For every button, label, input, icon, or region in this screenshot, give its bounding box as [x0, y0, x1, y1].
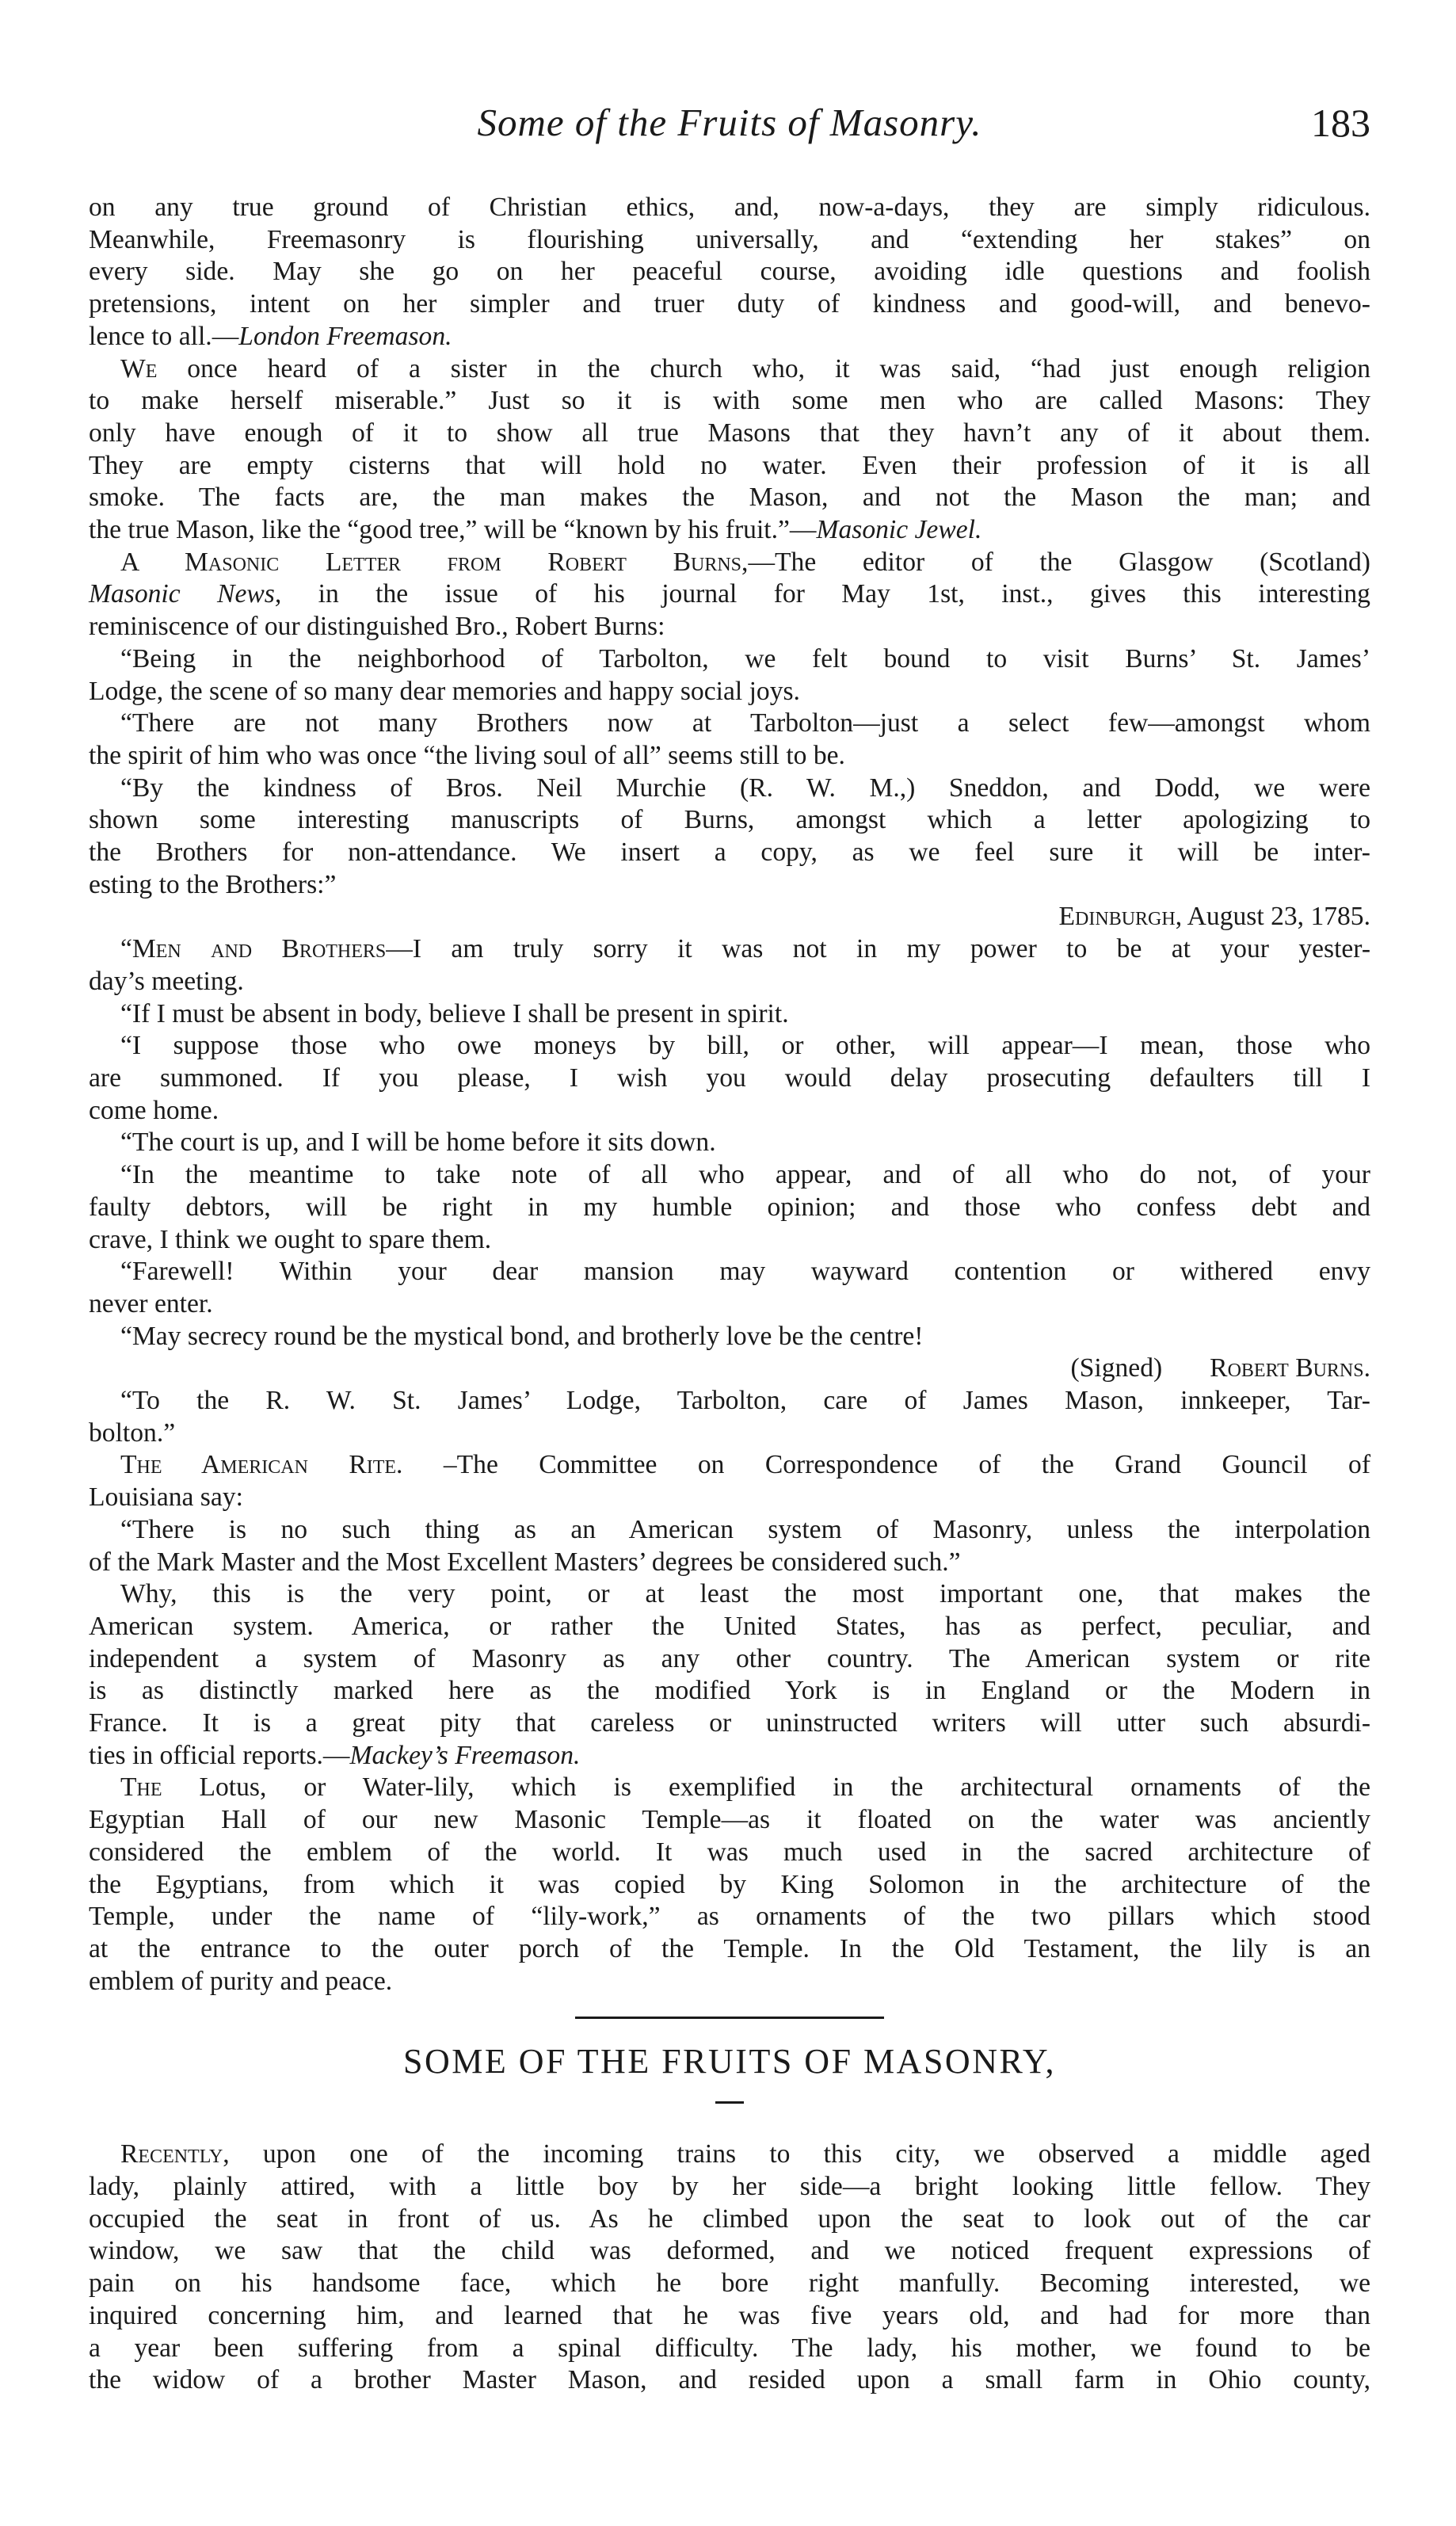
text-line: faulty debtors, will be right in my humble opinion; and those who confess debt and — [89, 1192, 1370, 1222]
journal-title: Masonic News, — [89, 579, 282, 609]
text-line: only have enough of it to show all true Masons that they havn’t any of it about them. — [89, 418, 1370, 448]
source-citation: London Freemason. — [238, 321, 452, 351]
text-fragment: lence to all.— — [89, 321, 239, 351]
text-line: shown some interesting manuscripts of Burns, amongst which a letter apologizing to — [89, 805, 1370, 835]
paragraph-sister-in-church — [89, 353, 1370, 547]
running-head: Some of the Fruits of Masonry. — [477, 101, 982, 144]
lead-word: The — [120, 1772, 162, 1803]
text-line: “I suppose those who owe moneys by bill, or other, will appear—I mean, those who — [120, 1031, 1370, 1061]
text-line: crave, I think we ought to spare them. — [89, 1224, 492, 1254]
text-line: reminiscence of our distinguished Bro., Robert Burns: — [89, 612, 665, 642]
text-line: Lodge, the scene of so many dear memories and happy social joys. — [89, 676, 800, 706]
dateline-place: Edinburgh, — [1058, 902, 1183, 932]
paragraph-burns-intro — [89, 547, 1370, 643]
text-line: “Farewell! Within your dear mansion may wayward contention or withered envy — [120, 1257, 1370, 1287]
text-line: bolton.” — [89, 1418, 176, 1448]
letter-salutation — [89, 933, 1370, 998]
text-fragment: —The editor of the Glasgow (Scotland) — [748, 547, 1370, 577]
text-line: the spirit of him who was once “the living soul of all” seems still to be. — [89, 740, 845, 770]
text-fragment: —I am truly sorry it was not in my power to be at your yester- — [386, 934, 1370, 964]
paragraph-tarbolton-brothers — [89, 708, 1370, 772]
text-line: of the Mark Master and the Most Excellent Masters’ degrees be considered such.” — [89, 1547, 961, 1577]
section-lead: The American Rite. — [120, 1450, 403, 1480]
paragraph-tarbolton-visit — [89, 643, 1370, 708]
text-line — [89, 353, 1370, 386]
paragraph-american-system — [89, 1578, 1370, 1772]
text-line: “By the kindness of Bros. Neil Murchie (R. W. M.,) Sneddon, and Dodd, we were — [120, 773, 1370, 803]
text-line: pain on his handsome face, which he bore right manfully. Becoming interested, we — [89, 2268, 1370, 2299]
letter-line — [89, 998, 1370, 1031]
text-line: “There are not many Brothers now at Tarbolton—just a select few—amongst whom — [120, 708, 1370, 738]
text-line: independent a system of Masonry as any other country. The American system or rite — [89, 1643, 1370, 1673]
text-line: “May secrecy round be the mystical bond, and brotherly love be the centre! — [120, 1321, 924, 1351]
text-line: Egyptian Hall of our new Masonic Temple—as it floated on the water was anciently — [89, 1805, 1370, 1835]
title-rule — [715, 2101, 744, 2104]
section-lead: A Masonic Letter from Robert Burns, — [120, 547, 749, 577]
body-text — [89, 192, 1370, 2397]
text-line: are summoned. If you please, I wish you would delay prosecuting defaulters till I — [89, 1063, 1370, 1093]
text-line: at the entrance to the outer porch of the Temple. In the Old Testament, the lily is an — [89, 1933, 1370, 1963]
text-line: the Brothers for non-attendance. We insert a copy, as we feel sure it will be inter- — [89, 838, 1370, 868]
book-page — [89, 95, 1370, 2397]
source-citation: Mackey’s Freemason. — [349, 1740, 581, 1770]
text-fragment: Lotus, or Water-lily, which is exemplified in the architectural ornaments of the — [162, 1772, 1370, 1803]
text-line: esting to the Brothers:” — [89, 869, 337, 899]
text-line: occupied the seat in front of us. As he climbed upon the seat to look out of the car — [89, 2204, 1370, 2234]
text-line: “There is no such thing as an American system of Masonry, unless the interpolation — [120, 1514, 1370, 1544]
text-line: emblem of purity and peace. — [89, 1966, 393, 1996]
text-line — [89, 578, 1370, 611]
paragraph-freemasonry-continuation — [89, 192, 1370, 353]
text-line: considered the emblem of the world. It was much used in the sacred architecture of — [89, 1837, 1370, 1867]
text-line — [89, 933, 1370, 966]
signatory: Robert Burns. — [1210, 1353, 1370, 1383]
salutation: “Men and Brothers — [120, 934, 387, 964]
text-line: never enter. — [89, 1288, 213, 1318]
letter-line — [89, 1030, 1370, 1127]
text-line: pretensions, intent on her simpler and truer duty of kindness and good-will, and benevo- — [89, 289, 1370, 319]
text-line: inquired concerning him, and learned that he was five years old, and had for more than — [89, 2300, 1370, 2330]
paragraph-recently — [89, 2139, 1370, 2397]
text-fragment: the true Mason, like the “good tree,” will be “known by his fruit.”— — [89, 515, 817, 545]
text-line — [89, 1772, 1370, 1804]
text-line: is as distinctly marked here as the modified York is in England or the Modern in — [89, 1676, 1370, 1706]
text-line: on any true ground of Christian ethics, and, now-a-days, they are simply ridiculous. — [89, 193, 1370, 222]
text-fragment: ties in official reports.— — [89, 1740, 350, 1770]
paragraph-lotus — [89, 1772, 1370, 1998]
letter-line — [89, 1159, 1370, 1256]
letter-line — [89, 1127, 1370, 1159]
text-line: to make herself miserable.” Just so it is with some men who are called Masons: They — [89, 386, 1370, 416]
source-citation: Masonic Jewel. — [816, 515, 982, 545]
text-line: “Being in the neighborhood of Tarbolton, we felt bound to visit Burns’ St. James’ — [120, 643, 1370, 673]
text-line: come home. — [89, 1095, 219, 1125]
text-line: France. It is a great pity that careless or uninstructed writers will utter such absurdi- — [89, 1708, 1370, 1738]
text-fragment: once heard of a sister in the church who, it was said, “had just enough religion — [157, 353, 1370, 383]
text-line: every side. May she go on her peaceful course, avoiding idle questions and foolish — [89, 257, 1370, 287]
text-line: day’s meeting. — [89, 966, 244, 996]
text-line: American system. America, or rather the United States, has as perfect, peculiar, and — [89, 1611, 1370, 1641]
text-line: They are empty cisterns that will hold no water. Even their profession of it is all — [89, 450, 1370, 480]
text-line — [89, 1740, 1370, 1772]
text-fragment: upon one of the incoming trains to this city, we observed a middle aged — [229, 2139, 1370, 2169]
dateline-date: August 23, 1785. — [1182, 902, 1370, 932]
paragraph-american-rite — [89, 1449, 1370, 1513]
paragraph-manuscripts — [89, 773, 1370, 902]
paragraph-committee-quote — [89, 1514, 1370, 1578]
text-line: Temple, under the name of “lily-work,” as ornaments of the two pillars which stood — [89, 1902, 1370, 1932]
text-line — [89, 1449, 1370, 1482]
text-line — [89, 321, 1370, 353]
letter-line — [89, 1321, 1370, 1353]
text-line — [89, 514, 1370, 547]
text-line: “If I must be absent in body, believe I shall be present in spirit. — [120, 998, 789, 1028]
letter-address — [89, 1385, 1370, 1449]
lead-word: Recently, — [120, 2139, 230, 2169]
text-line: a year been suffering from a spinal difficulty. The lady, his mother, we found to be — [89, 2333, 1370, 2363]
text-line: the Egyptians, from which it was copied by King Solomon in the architecture of the — [89, 1869, 1370, 1899]
text-line: “The court is up, and I will be home before it sits down. — [120, 1128, 716, 1158]
page-number: 183 — [1311, 101, 1370, 145]
text-line: the widow of a brother Master Mason, and resided upon a small farm in Ohio county, — [89, 2365, 1370, 2395]
signed-mark: (Signed) — [1070, 1353, 1163, 1383]
section-divider — [575, 2017, 884, 2019]
text-line: Louisiana say: — [89, 1482, 243, 1513]
text-line: lady, plainly attired, with a little boy by her side—a bright looking little fellow. They — [89, 2172, 1370, 2202]
text-line: Meanwhile, Freemasonry is flourishing universally, and “extending her stakes” on — [89, 224, 1370, 254]
text-line: “In the meantime to take note of all who appear, and of all who do not, of your — [120, 1160, 1370, 1190]
page-header — [89, 95, 1370, 163]
section-title: SOME OF THE FRUITS OF MASONRY, — [402, 2042, 1056, 2081]
text-line: Why, this is the very point, or at least the most important one, that makes the — [120, 1579, 1370, 1609]
lead-word: We — [120, 353, 158, 383]
letter-signature — [89, 1353, 1370, 1385]
letter-line — [89, 1256, 1370, 1320]
text-line: “To the R. W. St. James’ Lodge, Tarbolton, care of James Mason, innkeeper, Tar- — [120, 1386, 1370, 1416]
text-fragment: –The Committee on Correspondence of the Grand Gouncil of — [402, 1450, 1370, 1480]
text-line — [89, 547, 1370, 579]
text-line: window, we saw that the child was deformed, and we noticed frequent expressions of — [89, 2236, 1370, 2266]
text-line — [89, 2139, 1370, 2171]
letter-dateline — [89, 901, 1370, 933]
text-line: smoke. The facts are, the man makes the Mason, and not the Mason the man; and — [89, 483, 1370, 513]
text-fragment: in the issue of his journal for May 1st, inst., gives this interesting — [281, 579, 1370, 609]
